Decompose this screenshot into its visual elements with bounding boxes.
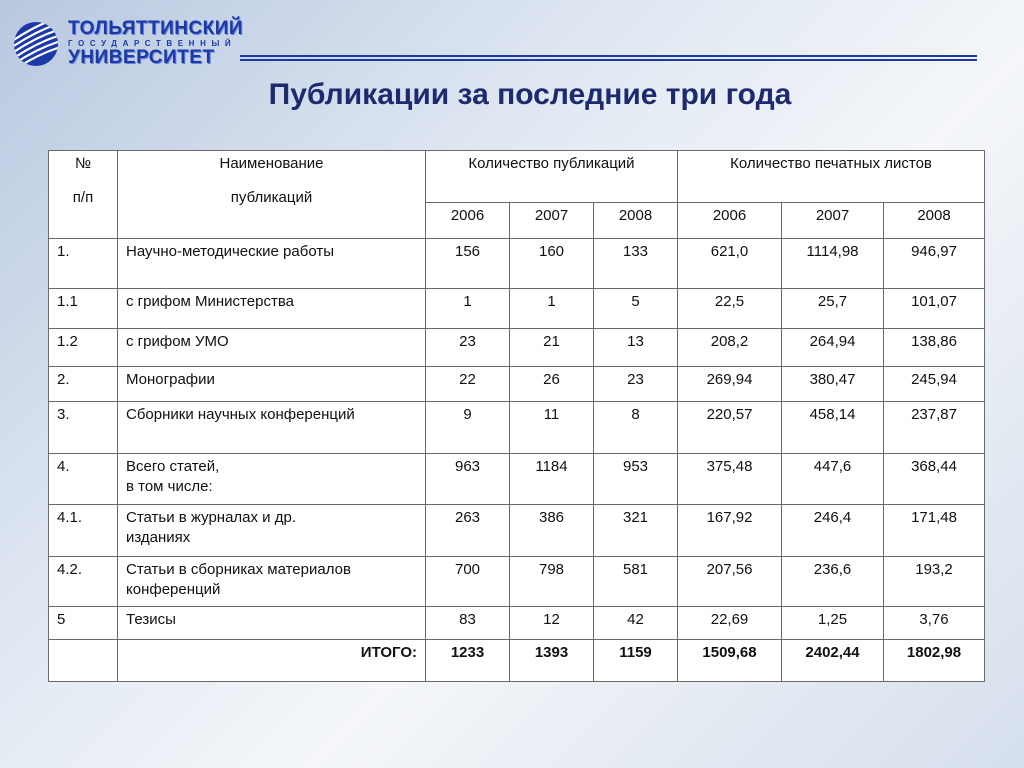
year-header: 2006 — [678, 203, 782, 239]
logo-line-1: ТОЛЬЯТТИНСКИЙ — [68, 18, 244, 39]
col-header-number-l1: № — [74, 155, 92, 172]
cell-value: 23 — [426, 329, 510, 367]
cell-value: 83 — [426, 607, 510, 640]
col-header-number — [49, 151, 118, 239]
cell-value: 207,56 — [678, 557, 782, 607]
total-value: 1393 — [510, 640, 594, 682]
cell-value: 25,7 — [782, 289, 884, 329]
cell-value: 1184 — [510, 454, 594, 505]
row-name: Научно-методические работы — [118, 239, 426, 289]
year-header: 2008 — [594, 203, 678, 239]
row-name: Монографии — [118, 367, 426, 402]
row-number: 1.2 — [49, 329, 118, 367]
cell-value: 946,97 — [884, 239, 985, 289]
cell-value: 380,47 — [782, 367, 884, 402]
year-header: 2006 — [426, 203, 510, 239]
cell-value: 368,44 — [884, 454, 985, 505]
row-name-line1: Статьи в сборниках материалов — [126, 561, 351, 578]
row-name — [118, 557, 426, 607]
row-number: 5 — [49, 607, 118, 640]
cell-value: 133 — [594, 239, 678, 289]
row-number: 2. — [49, 367, 118, 402]
cell-value: 171,48 — [884, 505, 985, 557]
row-name-line2: изданиях — [126, 529, 191, 546]
col-header-name-l1: Наименование — [219, 155, 324, 172]
row-number: 4.1. — [49, 505, 118, 557]
cell-value: 798 — [510, 557, 594, 607]
cell-value: 22,5 — [678, 289, 782, 329]
cell-value: 208,2 — [678, 329, 782, 367]
table-row — [49, 329, 985, 367]
logo-line-2: ГОСУДАРСТВЕННЫЙ — [68, 39, 237, 48]
cell-value: 21 — [510, 329, 594, 367]
university-logo — [12, 18, 252, 68]
year-header: 2008 — [884, 203, 985, 239]
cell-value: 386 — [510, 505, 594, 557]
col-header-name — [118, 151, 426, 239]
row-name: с грифом Министерства — [118, 289, 426, 329]
cell-value: 11 — [510, 402, 594, 454]
cell-value: 263 — [426, 505, 510, 557]
cell-value: 167,92 — [678, 505, 782, 557]
cell-value: 246,4 — [782, 505, 884, 557]
row-number: 3. — [49, 402, 118, 454]
row-number: 4. — [49, 454, 118, 505]
cell-value: 26 — [510, 367, 594, 402]
row-number: 4.2. — [49, 557, 118, 607]
cell-value: 1 — [510, 289, 594, 329]
cell-value: 953 — [594, 454, 678, 505]
cell-value: 220,57 — [678, 402, 782, 454]
table-row — [49, 557, 985, 607]
col-group-count: Количество публикаций — [426, 151, 678, 203]
publications-table — [48, 150, 985, 682]
row-name: Тезисы — [118, 607, 426, 640]
globe-icon — [12, 20, 60, 68]
total-value: 2402,44 — [782, 640, 884, 682]
table-row — [49, 505, 985, 557]
cell-value: 581 — [594, 557, 678, 607]
header-row — [49, 151, 985, 203]
total-row-number — [49, 640, 118, 682]
row-name-line2: конференций — [126, 581, 221, 598]
cell-value: 458,14 — [782, 402, 884, 454]
cell-value: 700 — [426, 557, 510, 607]
row-name — [118, 454, 426, 505]
row-name: с грифом УМО — [118, 329, 426, 367]
cell-value: 12 — [510, 607, 594, 640]
cell-value: 264,94 — [782, 329, 884, 367]
row-number: 1. — [49, 239, 118, 289]
cell-value: 375,48 — [678, 454, 782, 505]
total-value: 1159 — [594, 640, 678, 682]
row-name-line1: Всего статей, — [126, 458, 220, 475]
year-header: 2007 — [782, 203, 884, 239]
cell-value: 1,25 — [782, 607, 884, 640]
row-name: Сборники научных конференций — [118, 402, 426, 454]
cell-value: 22 — [426, 367, 510, 402]
cell-value: 193,2 — [884, 557, 985, 607]
cell-value: 23 — [594, 367, 678, 402]
row-name — [118, 505, 426, 557]
cell-value: 3,76 — [884, 607, 985, 640]
cell-value: 621,0 — [678, 239, 782, 289]
header-divider — [240, 55, 977, 57]
cell-value: 1 — [426, 289, 510, 329]
cell-value: 1114,98 — [782, 239, 884, 289]
total-value: 1233 — [426, 640, 510, 682]
cell-value: 236,6 — [782, 557, 884, 607]
cell-value: 237,87 — [884, 402, 985, 454]
row-number: 1.1 — [49, 289, 118, 329]
cell-value: 245,94 — [884, 367, 985, 402]
row-name-line1: Статьи в журналах и др. — [126, 509, 296, 526]
table-row — [49, 239, 985, 289]
table-row — [49, 402, 985, 454]
row-name-line2: в том числе: — [126, 478, 213, 495]
cell-value: 42 — [594, 607, 678, 640]
total-row — [49, 640, 985, 682]
cell-value: 13 — [594, 329, 678, 367]
header-divider-2 — [240, 59, 977, 61]
cell-value: 5 — [594, 289, 678, 329]
table-row — [49, 454, 985, 505]
col-header-name-l2: публикаций — [230, 189, 313, 206]
total-value: 1509,68 — [678, 640, 782, 682]
cell-value: 101,07 — [884, 289, 985, 329]
col-group-sheets: Количество печатных листов — [678, 151, 985, 203]
cell-value: 8 — [594, 402, 678, 454]
cell-value: 963 — [426, 454, 510, 505]
cell-value: 9 — [426, 402, 510, 454]
cell-value: 138,86 — [884, 329, 985, 367]
table-row — [49, 289, 985, 329]
total-label: ИТОГО: — [118, 640, 426, 682]
cell-value: 160 — [510, 239, 594, 289]
col-header-number-l2: п/п — [72, 189, 94, 206]
table-row — [49, 607, 985, 640]
cell-value: 156 — [426, 239, 510, 289]
cell-value: 22,69 — [678, 607, 782, 640]
cell-value: 447,6 — [782, 454, 884, 505]
year-header: 2007 — [510, 203, 594, 239]
table-row — [49, 367, 985, 402]
total-value: 1802,98 — [884, 640, 985, 682]
cell-value: 269,94 — [678, 367, 782, 402]
page-title: Публикации за последние три года — [268, 78, 792, 111]
cell-value: 321 — [594, 505, 678, 557]
logo-line-3: УНИВЕРСИТЕТ — [68, 47, 215, 68]
